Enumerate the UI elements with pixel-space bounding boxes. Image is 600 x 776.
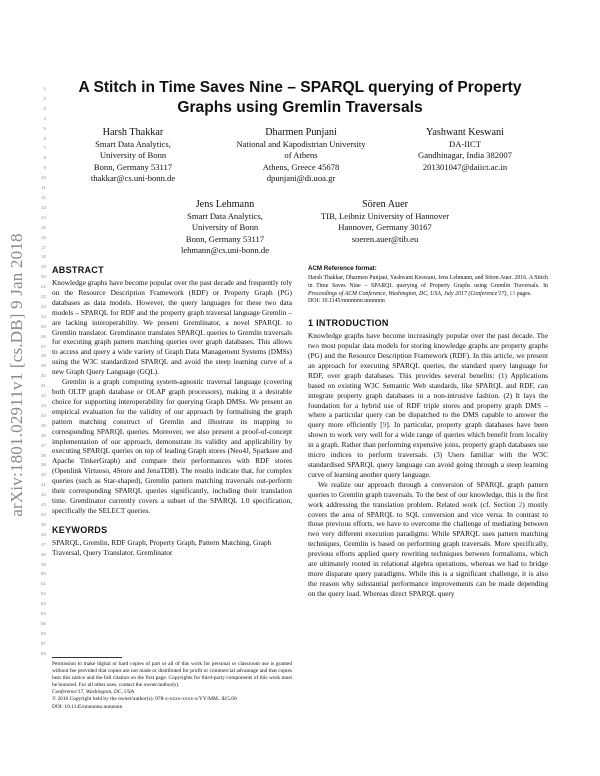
author-affiliation: University of Bonn: [191, 222, 259, 233]
conference-note: Conference'17, Washington, DC, USA: [52, 689, 134, 696]
acm-ref-pages[interactable]: 13: [509, 290, 516, 297]
line-number: 36: [40, 432, 46, 438]
line-number: 53: [40, 601, 46, 607]
acm-ref-heading: ACM Reference format:: [308, 265, 377, 272]
author-email[interactable]: thakkar@cs.uni-bonn.de: [90, 172, 176, 183]
line-number: 30: [40, 373, 46, 379]
footnote-rule: [52, 657, 122, 658]
line-number: 31: [40, 383, 46, 389]
line-number: 46: [40, 531, 46, 537]
line-number: 5: [43, 125, 46, 131]
line-number: 21: [40, 284, 46, 290]
author-name: Jens Lehmann: [195, 199, 255, 210]
line-number: 19: [40, 264, 46, 270]
permission-block: [52, 657, 292, 711]
line-number: 39: [40, 462, 46, 468]
line-number: 43: [40, 502, 46, 508]
line-number: 1: [43, 86, 46, 91]
author-block-1: [58, 126, 208, 184]
line-number: 26: [40, 333, 46, 339]
author-affiliation: University of Bonn: [99, 150, 167, 161]
line-number: 11: [41, 185, 46, 191]
intro-text: We realize our approach through a conversion of SPARQL graph pattern queries to Gremlin graph traversals. To the best of our knowledge, this is the first work addressing the translation problem. Related work (cf. Section: [308, 479, 548, 509]
line-number: 15: [40, 224, 46, 230]
author-email[interactable]: soeren.auer@tib.eu: [351, 233, 419, 244]
author-affiliation: TIB, Leibniz University of Hannover: [320, 211, 450, 221]
line-number: 18: [40, 254, 46, 260]
keywords-heading: KEYWORDS: [52, 524, 108, 535]
section-link[interactable]: 2: [518, 499, 523, 509]
acm-ref-doi: DOI: 10.1145/nnnnnnn.nnnnnnn: [308, 298, 385, 305]
line-number: 3: [43, 105, 46, 111]
abstract-paragraph-1: Knowledge graphs have become popular over the past decade and frequently rely on the Resource Description Framework (RDF) or Property Graph (PG) databases as data models. However, the query languages for these two data models – SPARQL for RDF and the property graph traversal language Gremlin – are lacking interoperability. We present Gremlinator, a novel SPARQL to Gremlin translator. Gremlinator translates SPARQL queries to Gremlin traversals for executing graph pattern matching queries over graph databases. This allows to access and query a wide variety of Graph Data Management Systems (DMSs) using the W3C standardized SPARQL and avoid the steep learning curve of a new Graph Query Language (GQL).: [52, 278, 292, 377]
line-number: 55: [40, 620, 46, 626]
right-column: [308, 265, 548, 599]
copyright-note: © 2016 Copyright held by the owner/author(s). 978-x-xxxx-xxxx-x/YY/MM...$15.00: [52, 696, 237, 703]
author-email[interactable]: dpunjani@di.uoa.gr: [266, 172, 336, 183]
author-block-5: [300, 198, 470, 245]
line-number: 6: [43, 135, 46, 141]
line-number: 33: [40, 403, 46, 408]
author-block-4: [150, 198, 300, 256]
line-number: 4: [43, 115, 46, 121]
line-number: 34: [40, 412, 46, 418]
title-line-2: Graphs using Gremlin Traversals: [177, 99, 423, 116]
author-affiliation: DA-IICT: [449, 139, 481, 149]
line-number: 41: [40, 482, 46, 488]
paper-title: [52, 78, 548, 118]
line-number: 47: [40, 541, 46, 547]
acm-ref-venue: Proceedings of ACM Conference, Washington, DC, USA, July 2017 (Conference'17),: [308, 290, 508, 297]
line-number: 52: [40, 591, 46, 597]
abstract-paragraph-2: Gremlin is a graph computing system-agnostic traversal language (covering both OLTP graph database or OLAP graph processors), making it a desirable choice for supporting interoperability for querying Graph DMSs. We present an empirical evaluation for the validity of our approach by formalising the graph pattern matching construct of Gremlin and illustrate its mapping to corresponding SPARQL queries. Moreover, we also present a proof-of-concept implementation of our approach, demonstrate its validity and applicability by executing SPARQL queries on top of leading Graph stores (Neo4J, Sparksee and Apache TinkerGraph) and compare their performances with RDF stores (Openlink Virtuoso, 4Store and JenaTDB). The results indicate that, for complex queries (such as Star-shaped), Gremlin pattern matching traversals out-perform their corresponding SPARQL queries significantly, including their translation time. Gremlinator currently covers a subset of the SPARQL 1.0 specification, specifically the SELECT queries.: [52, 377, 292, 515]
line-number: 23: [40, 303, 46, 309]
line-number: 50: [40, 571, 46, 577]
line-number: 13: [40, 204, 46, 210]
intro-text: ]. In particular, property graph databases have been shown to work very well for a wide range of queries which benefit from locality in a graph. Rather than performing expensive joins, property graph databases use micro indices to perform traversals. (3) Users familiar with the W3C standardised SPARQL query language can avoid going through a steep learning curve of learning another query language.: [308, 420, 549, 479]
title-line-1: A Stitch in Time Saves Nine – SPARQL querying of Property: [78, 79, 522, 96]
line-number: 56: [40, 630, 46, 636]
line-number: 16: [40, 234, 46, 240]
line-number: 58: [40, 650, 46, 656]
line-number: 49: [40, 561, 46, 567]
line-number: 27: [40, 343, 46, 349]
intro-paragraph-2: [308, 480, 548, 599]
line-number: 57: [40, 640, 46, 646]
line-number: 48: [40, 551, 46, 557]
intro-text: ) mostly covers the area of SPARQL to SQL conversion and vice versa. In contrast to those previous efforts, we have to overcome the challenge of mediating between two very different execution paradigms: While SPARQL uses pattern matching techniques, Gremlin is based on performing graph traversals. More specifically, previous efforts applied query rewriting techniques between formalisms, which are ultimately rooted in relational algebra operations, whereas we had to bridge more disparate query paradigms. While this is a significant challenge, it is also the reason why substantial performance improvements can be made depending on the query load. Whereas direct SPARQL query: [308, 499, 549, 598]
line-number: 12: [40, 194, 46, 200]
line-number: 51: [40, 581, 46, 587]
line-number: 40: [40, 472, 46, 478]
citation-link[interactable]: 9: [382, 420, 387, 430]
author-affiliation: Smart Data Analytics,: [95, 139, 171, 149]
line-number: 20: [40, 274, 46, 280]
author-address: Athens, Greece 45678: [262, 161, 340, 172]
line-number: 7: [43, 145, 46, 151]
author-affiliation: of Athens: [284, 150, 318, 161]
intro-text: Knowledge graphs have become increasingly popular over the past decade. The two most popular data models for storing knowledge graphs are property graphs (PG) and the Resource Description Framework (RDF). In this article, we present an approach for executing SPARQL queries, the standard query language for RDF, over graph databases. This provides several benefits: (1) Applications based on existing W3C Semantic Web standards, like SPARQL and RDF, can integrate property graph databases in a non-intrusive fashion. (2) It lays the foundation for a hybrid use of RDF triple stores and property graph DMS – where a particular query can be dispatched to the DMS capable to answer the query more efficiently [: [308, 331, 548, 430]
author-address: Bonn, Germany 53117: [185, 233, 265, 244]
line-number: 37: [40, 442, 46, 448]
intro-paragraph-1: [308, 331, 548, 480]
line-number: 35: [40, 422, 46, 428]
author-block-3: [390, 126, 540, 173]
author-affiliation: Smart Data Analytics,: [187, 211, 263, 221]
abstract-body: [52, 278, 292, 516]
abstract-heading: ABSTRACT: [52, 265, 104, 275]
author-email[interactable]: 201301047@daiict.ac.in: [422, 161, 508, 172]
author-address: Hannover, Germany 30167: [338, 222, 432, 233]
line-number: 8: [43, 155, 46, 161]
acm-ref-pages-suffix: pages.: [516, 290, 532, 297]
left-column: [52, 265, 292, 558]
line-number: 54: [40, 611, 46, 617]
line-number: 24: [40, 313, 46, 319]
line-number: 10: [40, 175, 46, 181]
line-numbers: [36, 84, 46, 659]
line-number: 45: [40, 521, 46, 527]
line-number: 22: [40, 294, 46, 300]
line-number: 44: [40, 511, 46, 517]
author-address: Gandhinagar, India 382007: [418, 150, 512, 161]
intro-body: [308, 331, 548, 598]
permission-text: Permission to make digital or hard copies of part or all of this work for personal or classroom use is granted without fee provided that copies are not made or distributed for profit or commercial advantage and that copies bear this notice and the full citation on the first page. Copyrights for third-party components of this work must be honored. For all other uses, contact the owner/author(s).: [52, 661, 292, 689]
line-number: 17: [40, 244, 46, 250]
arxiv-stamp: [2, 140, 32, 610]
author-email[interactable]: lehmann@cs.uni-bonn.de: [180, 244, 270, 255]
author-name: Dharmen Punjani: [265, 127, 337, 138]
arxiv-id: arXiv:1801.02911v1 [cs.DB] 9 Jan 2018: [7, 233, 26, 517]
intro-heading: 1 INTRODUCTION: [308, 318, 389, 329]
acm-ref-body: [308, 275, 548, 306]
line-number: 28: [40, 353, 46, 359]
line-number: 2: [43, 95, 46, 101]
author-name: Harsh Thakkar: [102, 127, 164, 138]
line-number: 32: [40, 393, 46, 399]
line-number: 25: [40, 323, 46, 329]
author-address: Bonn, Germany 53117: [93, 161, 173, 172]
line-number: 14: [40, 214, 46, 220]
author-affiliation: National and Kapodistrian University: [236, 139, 366, 149]
line-number: 29: [40, 363, 46, 369]
line-number: 42: [40, 492, 46, 498]
author-name: Sören Auer: [361, 199, 409, 210]
permission-doi: DOI: 10.1145/nnnnnnn.nnnnnnn: [52, 703, 123, 710]
acm-ref-citation: Harsh Thakkar, Dharmen Punjani, Yashwant Keswani, Jens Lehmann, and Sören Auer. 2016. A Stitch in Time Saves Nine – SPARQL querying of Property Graphs using Gremlin Traversals. In: [308, 275, 548, 289]
author-name: Yashwant Keswani: [426, 127, 504, 138]
line-number: 38: [40, 452, 46, 458]
keywords-text: SPARQL, Gremlin, RDF Graph, Property Graph, Pattern Matching, Graph Traversal, Query Translator, Gremlinator: [52, 537, 272, 557]
author-block-2: [218, 126, 384, 184]
line-number: 9: [43, 165, 46, 171]
